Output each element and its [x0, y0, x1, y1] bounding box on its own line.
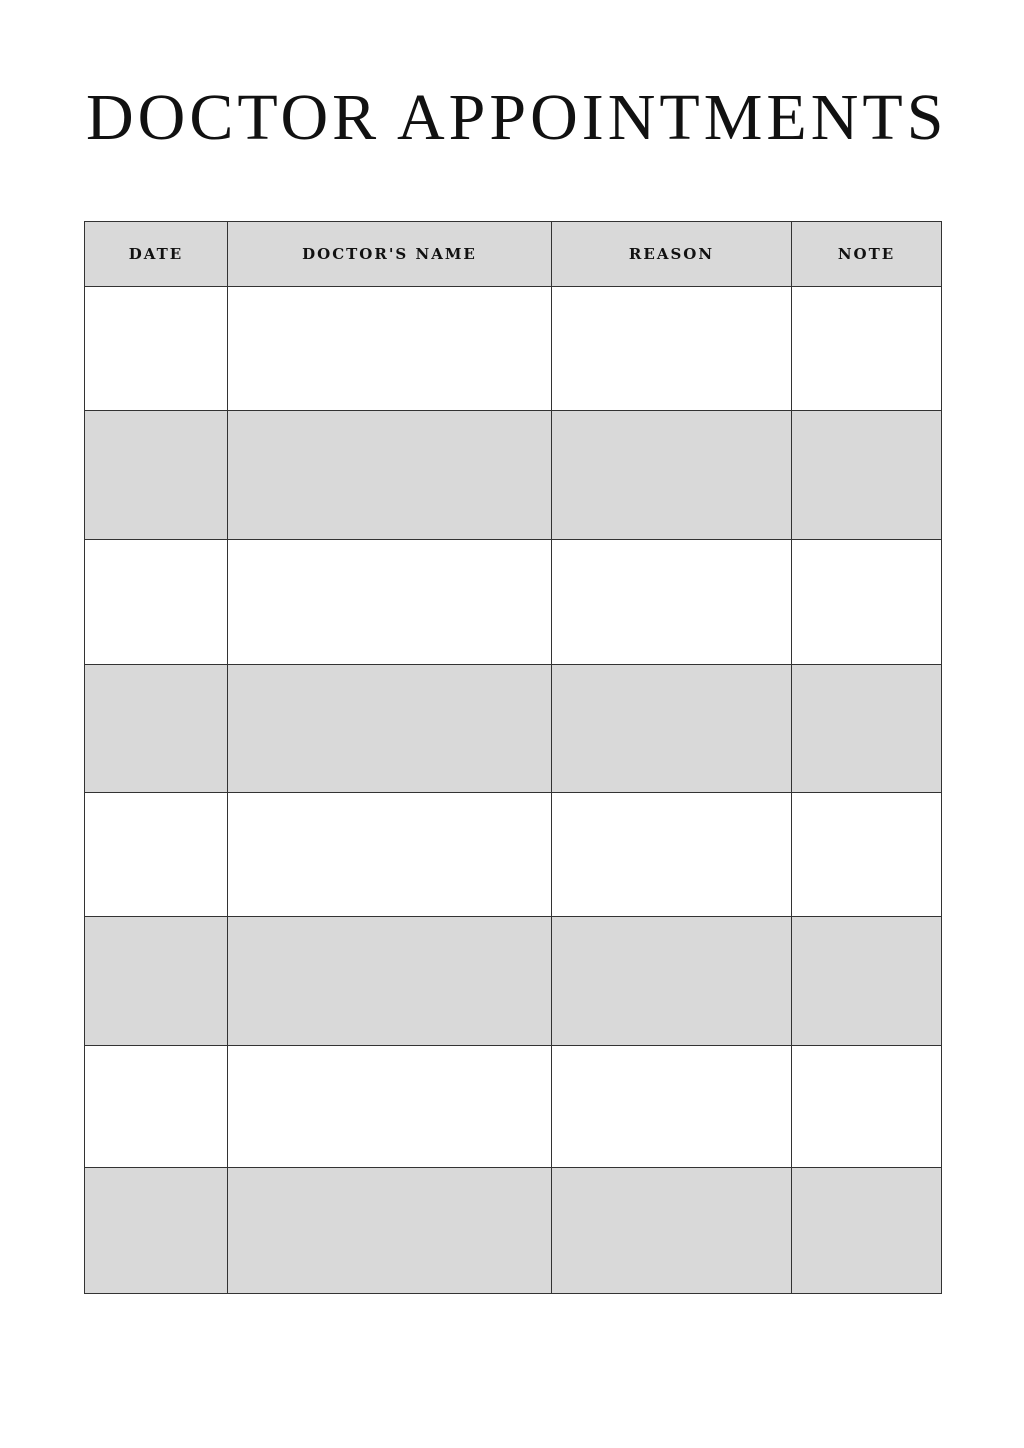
date-cell[interactable]	[85, 1046, 228, 1168]
column-header-date: DATE	[85, 222, 228, 287]
table-row	[85, 287, 942, 411]
date-cell[interactable]	[85, 665, 228, 793]
date-cell[interactable]	[85, 793, 228, 917]
note-cell[interactable]	[792, 287, 942, 411]
date-cell[interactable]	[85, 1168, 228, 1294]
column-header-note: NOTE	[792, 222, 942, 287]
table-row	[85, 411, 942, 540]
doctors-name-cell[interactable]	[228, 1046, 552, 1168]
note-cell[interactable]	[792, 793, 942, 917]
note-cell[interactable]	[792, 411, 942, 540]
date-cell[interactable]	[85, 287, 228, 411]
doctors-name-cell[interactable]	[228, 793, 552, 917]
note-cell[interactable]	[792, 917, 942, 1046]
table-row	[85, 540, 942, 665]
reason-cell[interactable]	[552, 1168, 792, 1294]
reason-cell[interactable]	[552, 287, 792, 411]
table-row	[85, 793, 942, 917]
date-cell[interactable]	[85, 540, 228, 665]
page-title: DOCTOR APPOINTMENTS	[86, 81, 948, 154]
table-header-row	[85, 222, 942, 287]
doctors-name-cell[interactable]	[228, 287, 552, 411]
appointments-table	[84, 221, 942, 1294]
note-cell[interactable]	[792, 1046, 942, 1168]
table-row	[85, 917, 942, 1046]
doctors-name-cell[interactable]	[228, 540, 552, 665]
reason-cell[interactable]	[552, 917, 792, 1046]
reason-cell[interactable]	[552, 1046, 792, 1168]
table-row	[85, 665, 942, 793]
column-header-reason: REASON	[552, 222, 792, 287]
doctors-name-cell[interactable]	[228, 665, 552, 793]
reason-cell[interactable]	[552, 665, 792, 793]
reason-cell[interactable]	[552, 411, 792, 540]
note-cell[interactable]	[792, 665, 942, 793]
column-header-doctors-name: DOCTOR'S NAME	[228, 222, 552, 287]
doctors-name-cell[interactable]	[228, 411, 552, 540]
note-cell[interactable]	[792, 1168, 942, 1294]
reason-cell[interactable]	[552, 540, 792, 665]
table-row	[85, 1046, 942, 1168]
note-cell[interactable]	[792, 540, 942, 665]
date-cell[interactable]	[85, 917, 228, 1046]
table-row	[85, 1168, 942, 1294]
reason-cell[interactable]	[552, 793, 792, 917]
date-cell[interactable]	[85, 411, 228, 540]
doctors-name-cell[interactable]	[228, 917, 552, 1046]
doctors-name-cell[interactable]	[228, 1168, 552, 1294]
